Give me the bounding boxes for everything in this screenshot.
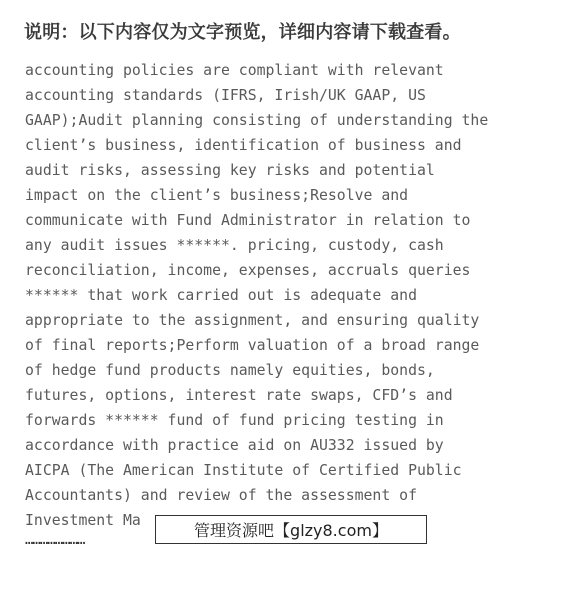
body-line: of final reports;Perform valuation of a broad range: [25, 337, 480, 354]
body-line: audit risks, assessing key risks and potential: [25, 162, 435, 179]
truncation-ellipsis: ……………………: [25, 532, 85, 548]
body-line: of hedge fund products namely equities, bonds,: [25, 362, 435, 379]
body-line: GAAP);Audit planning consisting of understanding the: [25, 112, 489, 129]
body-line: Accountants) and review of the assessment of: [25, 487, 417, 504]
body-line: accounting policies are compliant with relevant: [25, 62, 444, 79]
body-line: client’s business, identification of business and: [25, 137, 462, 154]
body-line: any audit issues ******. pricing, custody, cash: [25, 237, 444, 254]
body-line: accordance with practice aid on AU332 issued by: [25, 437, 444, 454]
preview-notice: 说明：以下内容仅为文字预览，详细内容请下载查看。: [24, 22, 461, 43]
body-line: futures, options, interest rate swaps, CFD’s and: [25, 387, 453, 404]
body-line: communicate with Fund Administrator in relation to: [25, 212, 471, 229]
body-line: forwards ****** fund of fund pricing testing in: [25, 412, 444, 429]
body-line: accounting standards (IFRS, Irish/UK GAAP, US: [25, 87, 426, 104]
body-line: impact on the client’s business;Resolve and: [25, 187, 409, 204]
body-line: appropriate to the assignment, and ensuring quality: [25, 312, 480, 329]
document-body: [25, 58, 573, 533]
body-line: ****** that work carried out is adequate and: [25, 287, 417, 304]
body-line: AICPA (The American Institute of Certified Public: [25, 462, 462, 479]
body-line: reconciliation, income, expenses, accruals queries: [25, 262, 471, 279]
site-watermark: 管理资源吧【glzy8.com】: [155, 515, 427, 544]
body-line: Investment Ma: [25, 512, 141, 529]
